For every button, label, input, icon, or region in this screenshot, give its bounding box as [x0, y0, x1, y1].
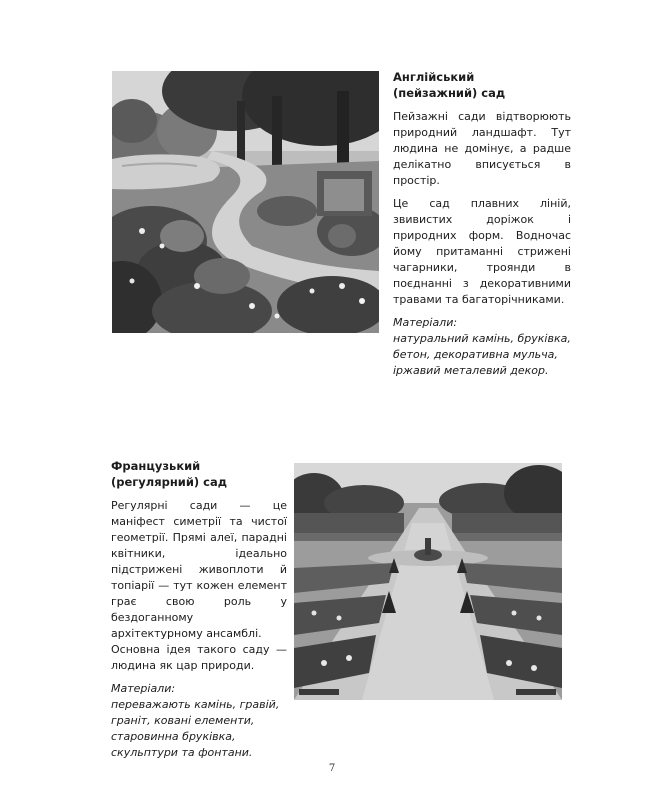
english-garden-illustration: [112, 71, 379, 333]
french-garden-materials-text: переважають камінь, гравій, граніт, ковані елементи, старовинна бруківка, скульптури та фонтани.: [111, 698, 280, 759]
english-garden-title: [393, 69, 571, 101]
french-garden-section: [111, 458, 287, 761]
page-number: 7: [328, 763, 336, 774]
english-garden-section: [393, 69, 571, 379]
french-garden-materials-label: Матеріали:: [111, 682, 176, 695]
french-garden-title: [111, 458, 287, 490]
english-garden-materials-label: Матеріали:: [393, 316, 458, 329]
english-garden-materials-text: натуральний камінь, бруківка, бетон, декоративна мульча, іржавий металевий декор.: [393, 332, 571, 377]
english-garden-paragraph-1: Пейзажні сади відтворюють природний ландшафт. Тут людина не домінує, а радше делікатно вписується в простір.: [393, 110, 571, 187]
french-garden-title-line2: (регулярний) сад: [111, 475, 228, 489]
french-garden-title-line1: Французький: [111, 459, 201, 473]
french-garden-paragraph-1: Регулярні сади — це маніфест симетрії та чистої геометрії. Прямі алеї, парадні квітники, ідеально підстрижені живоплоти й топіарії — тут кожен елемент грає свою роль у бездоганному архітектурному ансамблі.: [111, 499, 287, 640]
english-garden-photo: [112, 71, 379, 333]
english-garden-paragraph-2: Це сад плавних ліній, звивистих доріжок і природних форм. Водночас йому притаманні стрижені чагарники, троянди в поєднанні з декоративними травами та багаторічниками.: [393, 197, 571, 306]
english-garden-title-line1: Англійський: [393, 70, 475, 84]
english-garden-title-line2: (пейзажний) сад: [393, 86, 506, 100]
french-garden-illustration: [294, 463, 562, 700]
french-garden-paragraph-2: Основна ідея такого саду — людина як цар природи.: [111, 643, 287, 672]
french-garden-photo: [294, 463, 562, 700]
